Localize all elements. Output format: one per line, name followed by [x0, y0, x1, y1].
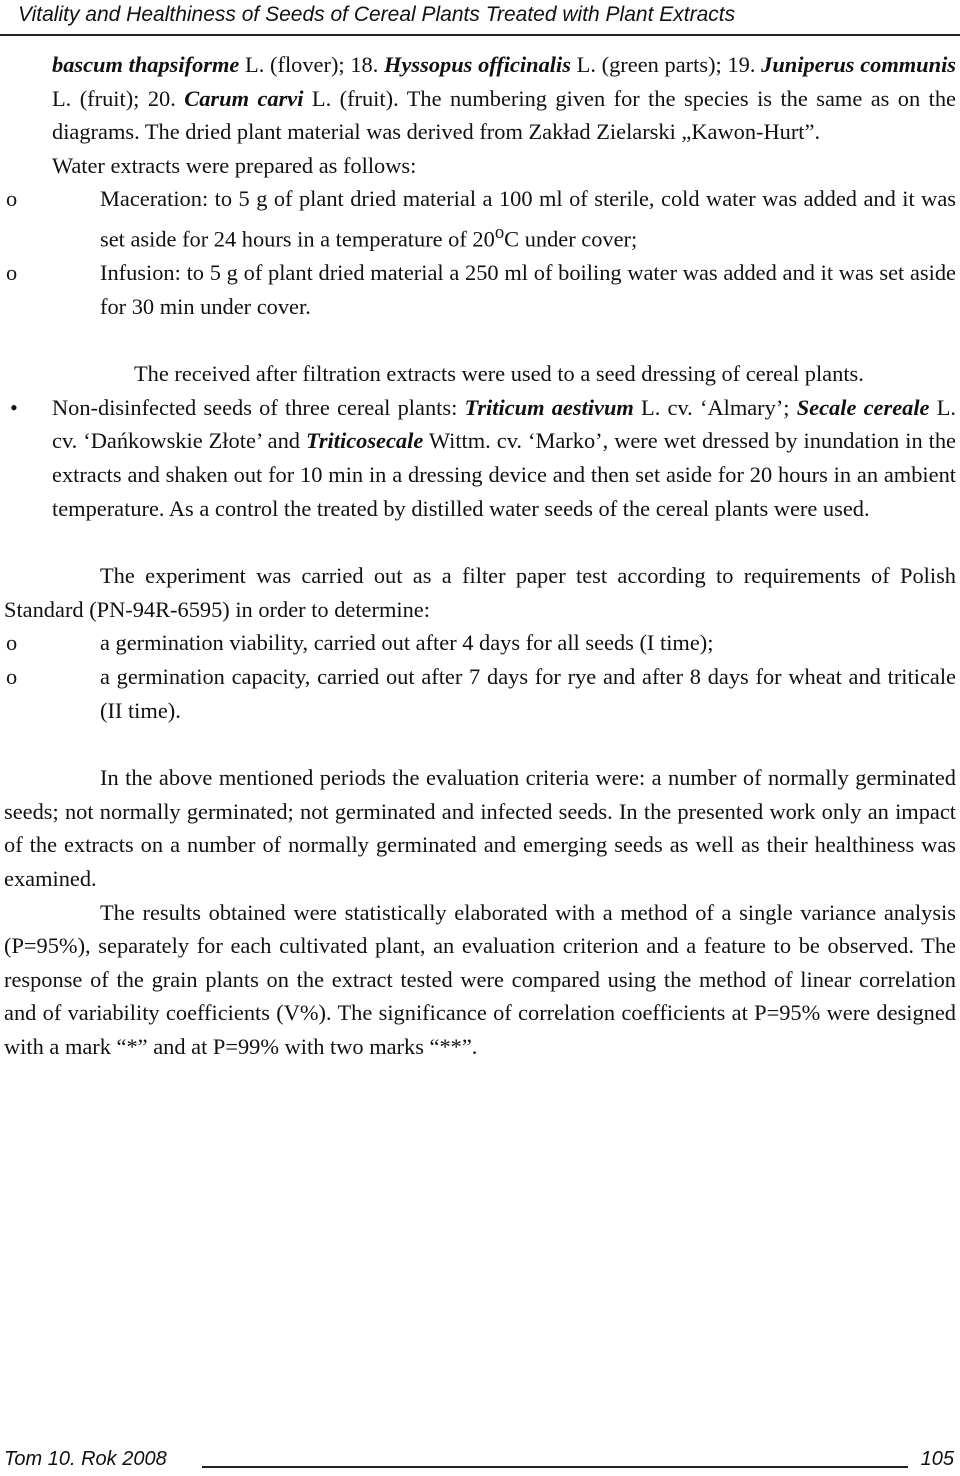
footer-rule [202, 1466, 908, 1468]
species-name: Carum carvi [184, 85, 304, 111]
list-item-maceration: o Maceration: to 5 g of plant dried material a 100 ml of sterile, cold water was added and it was set aside for 24 hours in a temperature of 20$^o$C under cover; [4, 182, 956, 256]
list-marker: o [6, 186, 18, 212]
species-name: Hyssopus officinalis [384, 52, 571, 77]
results-paragraph: The results obtained were statistically elaborated with a method of a single variance analysis (P=95%), separately for each cultivated plant, an evaluation criterion and a feature to be observed. The response of the grain plants on the extract tested were compared using the method of linear correlation and of variability coefficients (V%). The significance of correlation coefficients at P=95% were designed with a mark “*” and at P=99% with two marks “**”. [4, 899, 956, 1059]
experiment-paragraph: The experiment was carried out as a filter paper test according to requirements of Polish Standard (PN-94R-6595) in order to determine: [4, 563, 956, 622]
species-name: Triticosecale [305, 428, 424, 454]
water-extracts-intro: Water extracts were prepared as follows: [52, 152, 417, 178]
species-name: Triticum aestivum [464, 394, 634, 420]
list-item-infusion: o Infusion: to 5 g of plant dried material a 250 ml of boiling water was added and it was set aside for 30 min under cover. [4, 256, 956, 323]
bullet-marker: • [10, 394, 18, 420]
page-number: 105 [920, 1448, 954, 1470]
list-item-germination-viability: o a germination viability, carried out after 4 days for all seeds (I time); [4, 626, 956, 660]
criteria-paragraph: In the above mentioned periods the evaluation criteria were: a number of normally germinated seeds; not normally germinated; not germinated and infected seeds. In the presented work only an impact of the extracts on a number of normally germinated and emerging seeds as well as their healthiness was examined. [4, 765, 956, 891]
species-name: Secale cereale [796, 394, 930, 420]
list-marker: o [6, 663, 18, 689]
received-extracts-paragraph: The received after filtration extracts were used to a seed dressing of cereal plants. [134, 361, 864, 387]
species-name: Juniperus communis [761, 52, 957, 77]
running-header [0, 0, 960, 36]
list-item-seeds: • Non-disinfected seeds of three cereal plants: Triticum aestivum L. cv. ‘Almary’; Secale cereale L. cv. ‘Dańkowskie Złote’ and Triticosecale Wittm. cv. ‘Marko’, were wet dressed by inundation in the extracts and shaken out for 10 min in a dressing device and then set aside for 20 hours in an ambient temperature. As a control the treated by distilled water seeds of the cereal plants were used. [4, 391, 956, 525]
list-item-germination-capacity: o a germination capacity, carried out after 7 days for rye and after 8 days for wheat and triticale (II time). [4, 660, 956, 727]
list-marker: o [6, 630, 18, 656]
species-list-continuation: bascum thapsiforme L. (flover); 18. Hyssopus officinalis L. (green parts); 19. Juniperus communis L. (fruit); 20. Carum carvi L. (fruit). The numbering given for the species is the same as on the diagrams. The dried plant material was derived from Zakład Zielarski „Kawon-Hurt”. [52, 52, 957, 145]
list-marker: o [6, 260, 18, 286]
running-title: Vitality and Healthiness of Seeds of Cereal Plants Treated with Plant Extracts [18, 3, 736, 26]
species-name: bascum thapsiforme [52, 52, 240, 77]
page-body [4, 48, 956, 1064]
page-footer [0, 1444, 960, 1476]
journal-volume: Tom 10. Rok 2008 [4, 1448, 167, 1470]
